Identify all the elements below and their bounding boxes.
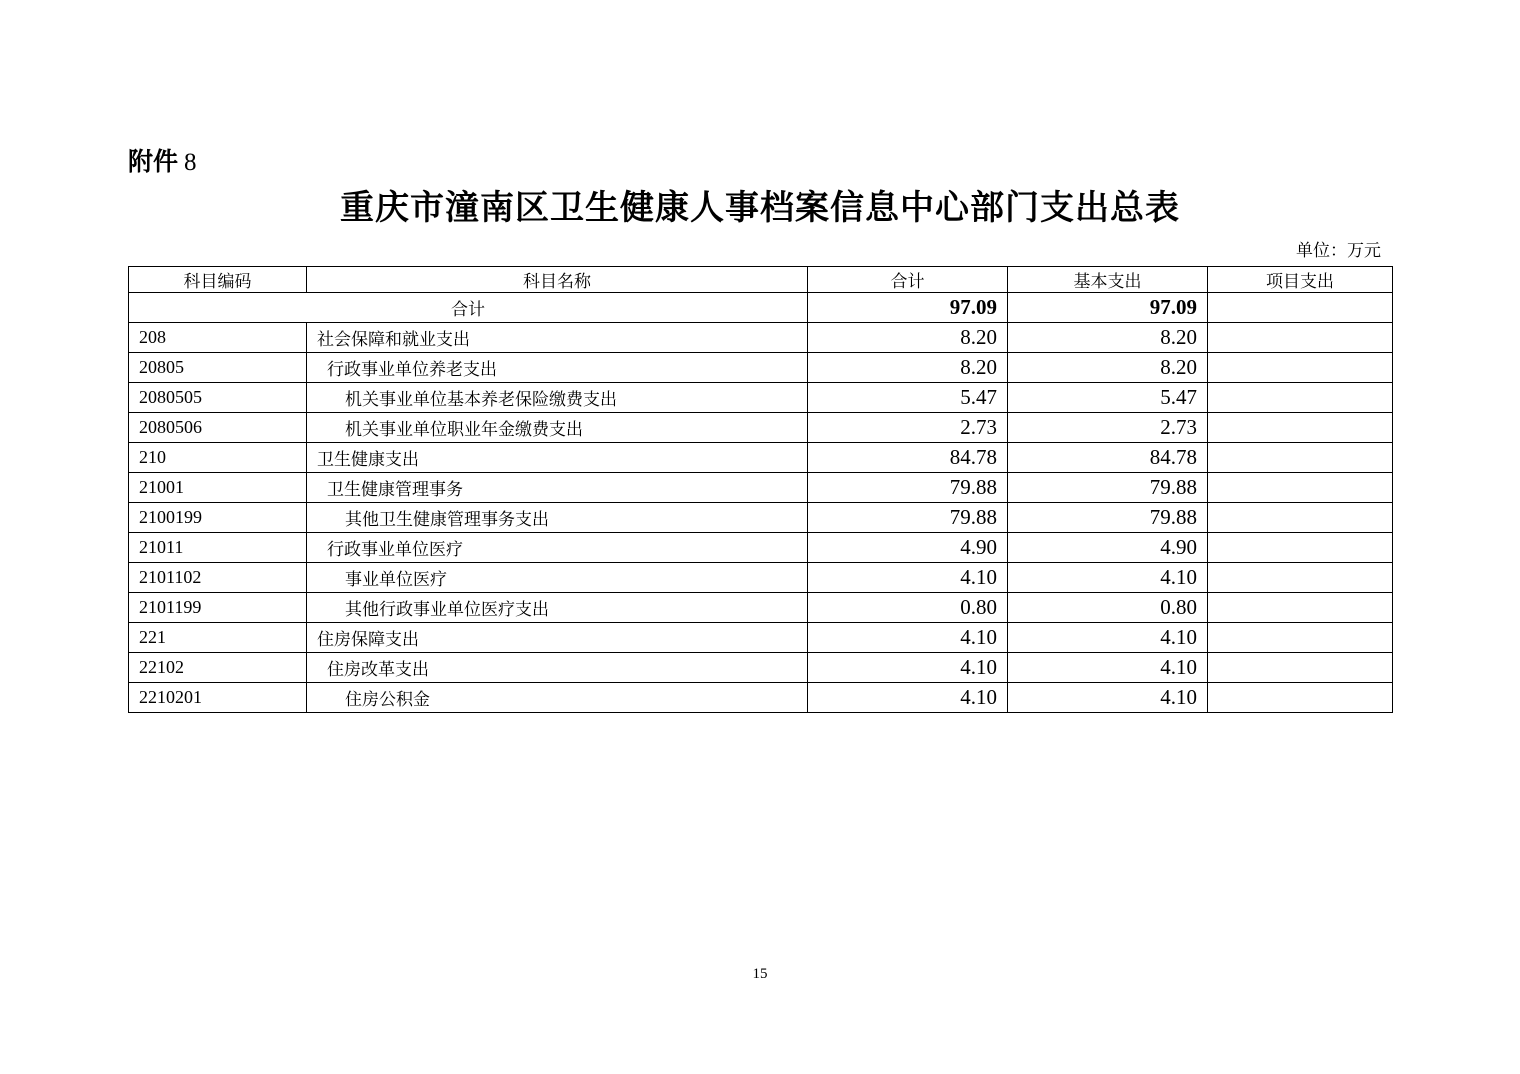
row-name: 住房保障支出: [307, 623, 808, 653]
row-project: [1208, 413, 1393, 443]
row-project: [1208, 593, 1393, 623]
row-code: 2080506: [129, 413, 307, 443]
table-row: [129, 503, 1393, 533]
page-number: 15: [752, 966, 768, 982]
row-project: [1208, 503, 1393, 533]
row-basic: 79.88: [1008, 503, 1208, 533]
header-basic: 基本支出: [1008, 267, 1208, 293]
row-name: 机关事业单位基本养老保险缴费支出: [307, 383, 808, 413]
row-basic: 4.10: [1008, 653, 1208, 683]
row-code: 2101102: [129, 563, 307, 593]
unit-label: 单位：万元: [1296, 241, 1381, 261]
table-row: [129, 323, 1393, 353]
row-code: 21001: [129, 473, 307, 503]
header-project: 项目支出: [1208, 267, 1393, 293]
row-basic: 79.88: [1008, 473, 1208, 503]
table-header-row: [129, 267, 1393, 293]
row-name: 住房公积金: [307, 683, 808, 713]
row-basic: 8.20: [1008, 353, 1208, 383]
row-project: [1208, 533, 1393, 563]
row-code: 2210201: [129, 683, 307, 713]
row-total: 4.90: [808, 533, 1008, 563]
row-name: 住房改革支出: [307, 653, 808, 683]
row-name: 事业单位医疗: [307, 563, 808, 593]
row-project: [1208, 653, 1393, 683]
total-row: [129, 293, 1393, 323]
row-code: 20805: [129, 353, 307, 383]
row-project: [1208, 323, 1393, 353]
table-row: [129, 533, 1393, 563]
row-name: 其他卫生健康管理事务支出: [307, 503, 808, 533]
row-code: 2100199: [129, 503, 307, 533]
table-row: [129, 443, 1393, 473]
header-total: 合计: [808, 267, 1008, 293]
row-total: 2.73: [808, 413, 1008, 443]
row-basic: 84.78: [1008, 443, 1208, 473]
row-basic: 2.73: [1008, 413, 1208, 443]
row-code: 2080505: [129, 383, 307, 413]
row-total: 4.10: [808, 653, 1008, 683]
total-label: 合计: [129, 293, 808, 323]
attachment-number: 8: [184, 149, 197, 176]
row-basic: 0.80: [1008, 593, 1208, 623]
row-basic: 4.10: [1008, 563, 1208, 593]
table-row: [129, 563, 1393, 593]
table-row: [129, 593, 1393, 623]
row-name: 卫生健康管理事务: [307, 473, 808, 503]
row-basic: 4.10: [1008, 623, 1208, 653]
row-project: [1208, 443, 1393, 473]
row-total: 4.10: [808, 683, 1008, 713]
table-row: [129, 683, 1393, 713]
row-name: 行政事业单位养老支出: [307, 353, 808, 383]
total-sum: 97.09: [808, 293, 1008, 323]
row-code: 208: [129, 323, 307, 353]
row-basic: 4.10: [1008, 683, 1208, 713]
table-row: [129, 353, 1393, 383]
row-project: [1208, 683, 1393, 713]
row-basic: 8.20: [1008, 323, 1208, 353]
row-basic: 5.47: [1008, 383, 1208, 413]
row-name: 机关事业单位职业年金缴费支出: [307, 413, 808, 443]
row-total: 5.47: [808, 383, 1008, 413]
table-row: [129, 653, 1393, 683]
expenditure-table: [128, 266, 1393, 713]
row-basic: 4.90: [1008, 533, 1208, 563]
attachment-label: [128, 142, 197, 183]
row-code: 221: [129, 623, 307, 653]
row-total: 8.20: [808, 323, 1008, 353]
total-basic: 97.09: [1008, 293, 1208, 323]
row-project: [1208, 383, 1393, 413]
row-project: [1208, 623, 1393, 653]
row-total: 8.20: [808, 353, 1008, 383]
row-total: 4.10: [808, 563, 1008, 593]
row-project: [1208, 353, 1393, 383]
row-total: 79.88: [808, 473, 1008, 503]
table-row: [129, 473, 1393, 503]
row-total: 0.80: [808, 593, 1008, 623]
row-total: 84.78: [808, 443, 1008, 473]
row-total: 4.10: [808, 623, 1008, 653]
row-total: 79.88: [808, 503, 1008, 533]
row-project: [1208, 473, 1393, 503]
row-code: 2101199: [129, 593, 307, 623]
table-row: [129, 383, 1393, 413]
table-row: [129, 413, 1393, 443]
total-project: [1208, 293, 1393, 323]
row-name: 行政事业单位医疗: [307, 533, 808, 563]
row-project: [1208, 563, 1393, 593]
row-code: 22102: [129, 653, 307, 683]
row-name: 其他行政事业单位医疗支出: [307, 593, 808, 623]
row-code: 21011: [129, 533, 307, 563]
page-title: 重庆市潼南区卫生健康人事档案信息中心部门支出总表: [340, 188, 1180, 228]
row-name: 卫生健康支出: [307, 443, 808, 473]
row-name: 社会保障和就业支出: [307, 323, 808, 353]
header-code: 科目编码: [129, 267, 307, 293]
table-row: [129, 623, 1393, 653]
attachment-label-text: 附件: [128, 147, 179, 176]
row-code: 210: [129, 443, 307, 473]
header-name: 科目名称: [307, 267, 808, 293]
